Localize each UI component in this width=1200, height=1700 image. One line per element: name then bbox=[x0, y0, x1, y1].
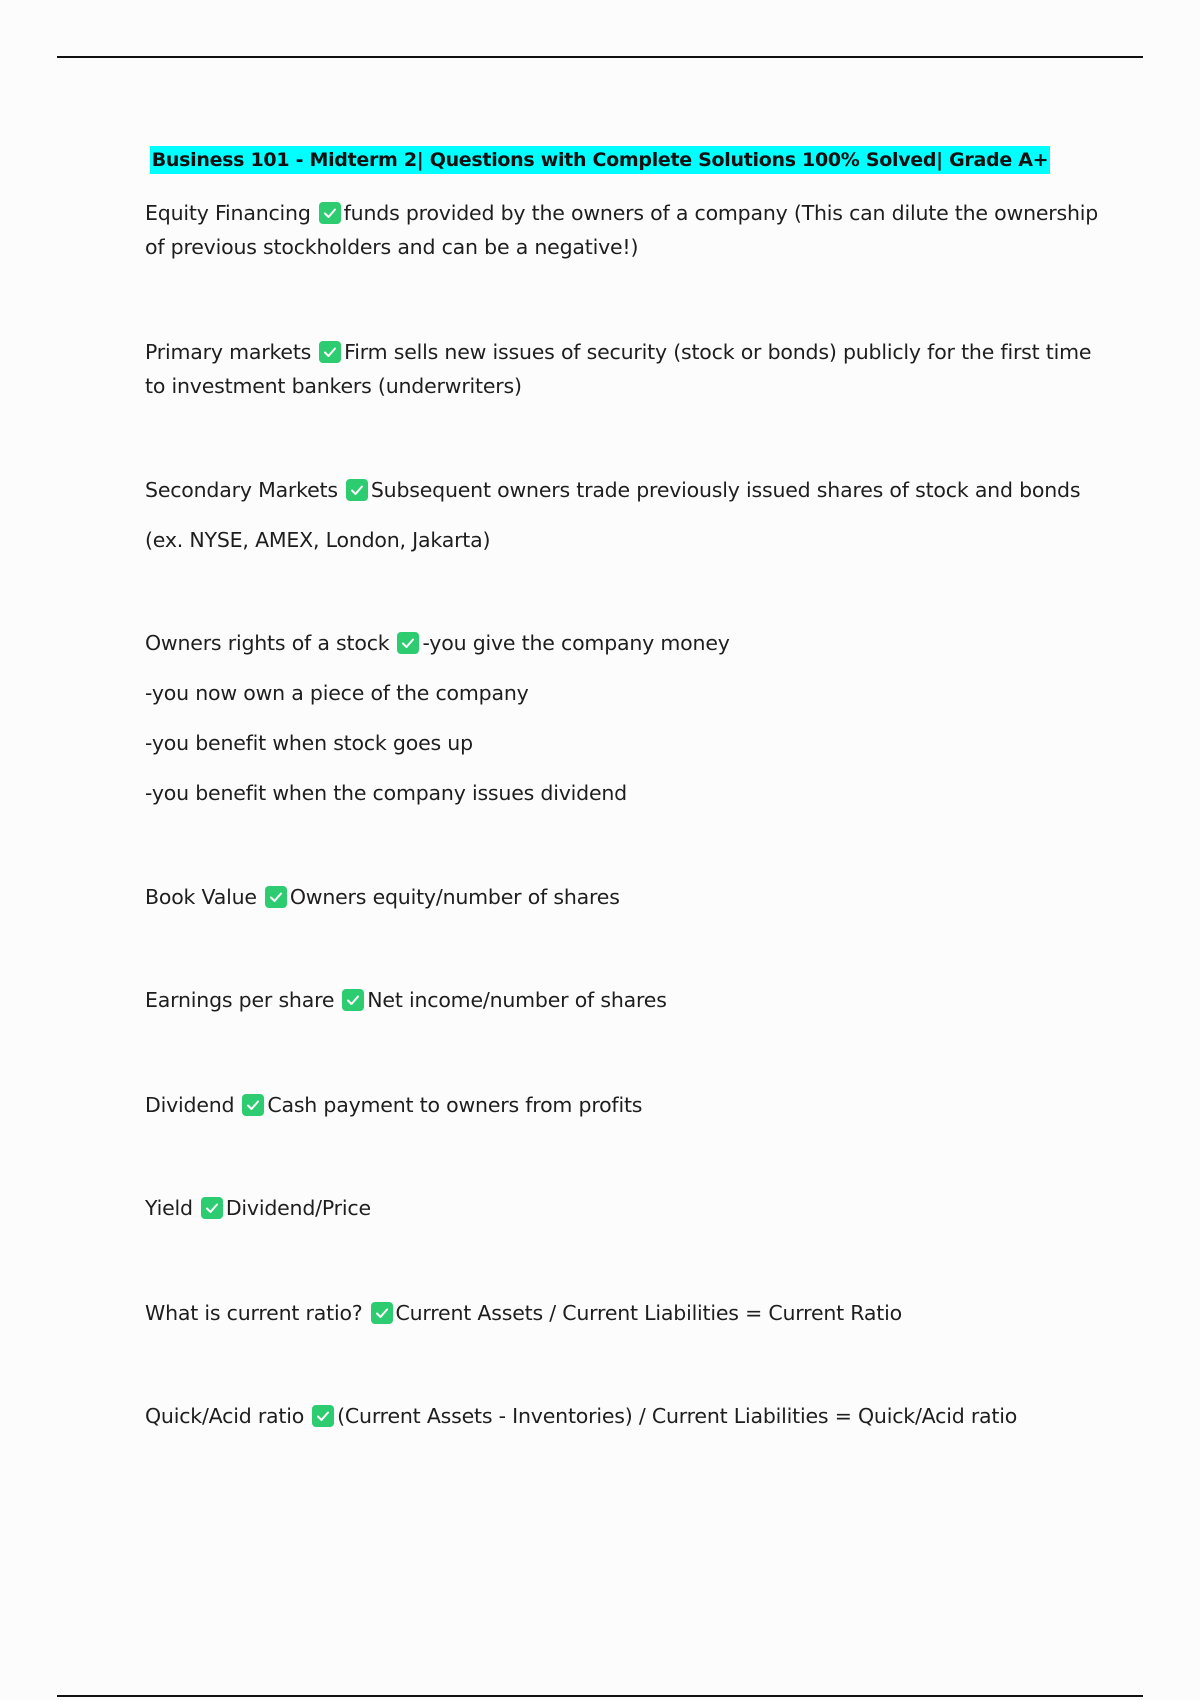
answer-line: -you benefit when stock goes up bbox=[145, 731, 473, 755]
term: Earnings per share bbox=[145, 988, 335, 1012]
checkmark-icon bbox=[397, 632, 419, 654]
checkmark-icon bbox=[319, 202, 341, 224]
answer-line: Dividend/Price bbox=[225, 1196, 371, 1220]
bottom-divider bbox=[57, 1695, 1143, 1697]
term: Dividend bbox=[145, 1093, 235, 1117]
entry-first-line bbox=[145, 196, 1099, 230]
checkmark-icon bbox=[242, 1094, 264, 1116]
answer-line: Cash payment to owners from profits bbox=[267, 1093, 643, 1117]
document-title: Business 101 - Midterm 2| Questions with Complete Solutions 100% Solved| Grade A+ bbox=[150, 146, 1051, 174]
answer-line: -you benefit when the company issues dividend bbox=[145, 781, 627, 805]
answer-line: (Current Assets - Inventories) / Current Liabilities = Quick/Acid ratio bbox=[337, 1404, 1018, 1428]
entry-first-line bbox=[145, 1399, 1085, 1433]
term: Owners rights of a stock bbox=[145, 631, 390, 655]
answer-line: Owners equity/number of shares bbox=[289, 885, 620, 909]
checkmark-icon bbox=[371, 1302, 393, 1324]
answer-line: Firm sells new issues of security (stock or bonds) publicly for the first time bbox=[344, 340, 1092, 364]
qa-entry-quick-acid-ratio bbox=[145, 1399, 1085, 1433]
term: Yield bbox=[145, 1196, 193, 1220]
entry-first-line bbox=[145, 473, 1085, 507]
entry-first-line bbox=[145, 335, 1092, 369]
answer-line: funds provided by the owners of a company (This can dilute the ownership bbox=[343, 201, 1099, 225]
term: Secondary Markets bbox=[145, 478, 338, 502]
checkmark-icon bbox=[346, 479, 368, 501]
term: What is current ratio? bbox=[145, 1301, 363, 1325]
top-divider bbox=[57, 56, 1143, 58]
term: Quick/Acid ratio bbox=[145, 1404, 305, 1428]
answer-line: of previous stockholders and can be a negative!) bbox=[145, 235, 639, 259]
checkmark-icon bbox=[201, 1197, 223, 1219]
checkmark-icon bbox=[265, 886, 287, 908]
qa-entry-book-value bbox=[145, 880, 1085, 914]
answer-line: Current Assets / Current Liabilities = Current Ratio bbox=[395, 1301, 902, 1325]
term: Equity Financing bbox=[145, 201, 311, 225]
checkmark-icon bbox=[342, 989, 364, 1011]
answer-line: Net income/number of shares bbox=[367, 988, 667, 1012]
qa-entry-primary-markets bbox=[145, 335, 1092, 403]
qa-entry-earnings-per-share bbox=[145, 983, 1085, 1017]
title-container bbox=[0, 146, 1200, 174]
answer-line: (ex. NYSE, AMEX, London, Jakarta) bbox=[145, 528, 491, 552]
entry-first-line bbox=[145, 1088, 1085, 1122]
answer-line: -you now own a piece of the company bbox=[145, 681, 529, 705]
entry-first-line bbox=[145, 1191, 1085, 1225]
qa-entry-owners-rights bbox=[145, 626, 1085, 810]
checkmark-icon bbox=[312, 1405, 334, 1427]
qa-entry-current-ratio bbox=[145, 1296, 1085, 1330]
term: Book Value bbox=[145, 885, 257, 909]
answer-line: to investment bankers (underwriters) bbox=[145, 374, 522, 398]
term: Primary markets bbox=[145, 340, 312, 364]
qa-entry-equity-financing bbox=[145, 196, 1099, 264]
qa-entry-yield bbox=[145, 1191, 1085, 1225]
answer-line: -you give the company money bbox=[422, 631, 730, 655]
qa-entry-dividend bbox=[145, 1088, 1085, 1122]
entry-first-line bbox=[145, 880, 1085, 914]
entry-first-line bbox=[145, 983, 1085, 1017]
entry-first-line bbox=[145, 626, 1085, 660]
qa-entry-secondary-markets bbox=[145, 473, 1085, 557]
entry-first-line bbox=[145, 1296, 1085, 1330]
answer-line: Subsequent owners trade previously issued shares of stock and bonds bbox=[370, 478, 1081, 502]
checkmark-icon bbox=[319, 341, 341, 363]
